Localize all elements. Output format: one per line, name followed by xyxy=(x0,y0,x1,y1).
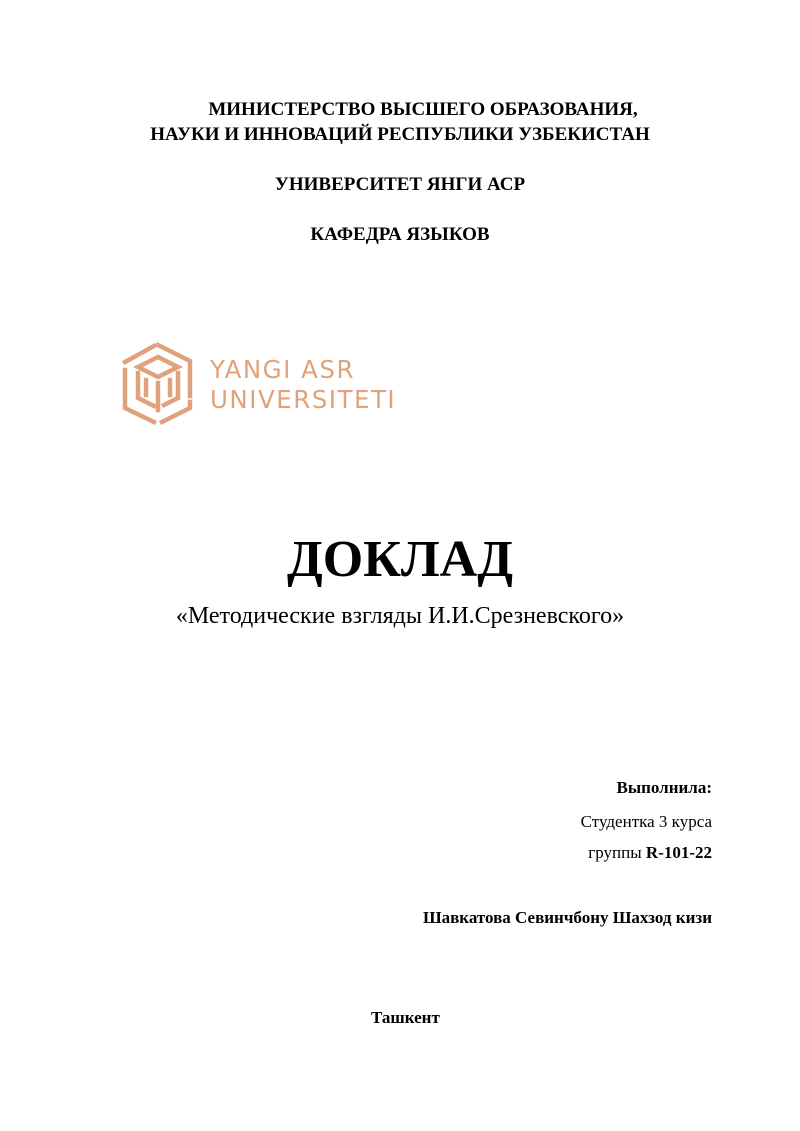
university-logo xyxy=(118,340,398,430)
performed-label: Выполнила: xyxy=(616,778,712,797)
report-subtitle: «Методические взгляды И.И.Срезневского» xyxy=(175,603,625,629)
report-title: ДОКЛАД xyxy=(286,531,513,588)
logo-line-1: YANGI ASR xyxy=(210,355,355,384)
group-prefix: группы xyxy=(588,843,646,862)
department-name: КАФЕДРА ЯЗЫКОВ xyxy=(310,224,490,245)
ministry-line-1: МИНИСТЕРСТВО ВЫСШЕГО ОБРАЗОВАНИЯ, xyxy=(208,99,638,120)
city: Ташкент xyxy=(371,1008,440,1027)
student-name: Шавкатова Севинчбону Шахзод кизи xyxy=(422,908,712,927)
student-group xyxy=(0,842,712,864)
logo-line-2: UNIVERSITETI xyxy=(210,385,397,414)
ministry-line-2: НАУКИ И ИННОВАЦИЙ РЕСПУБЛИКИ УЗБЕКИСТАН xyxy=(150,124,650,145)
university-name: УНИВЕРСИТЕТ ЯНГИ АСР xyxy=(274,174,526,195)
student-course: Студентка 3 курса xyxy=(580,812,712,831)
group-code: R-101-22 xyxy=(645,843,712,862)
isometric-cube-logo-icon xyxy=(125,345,190,422)
